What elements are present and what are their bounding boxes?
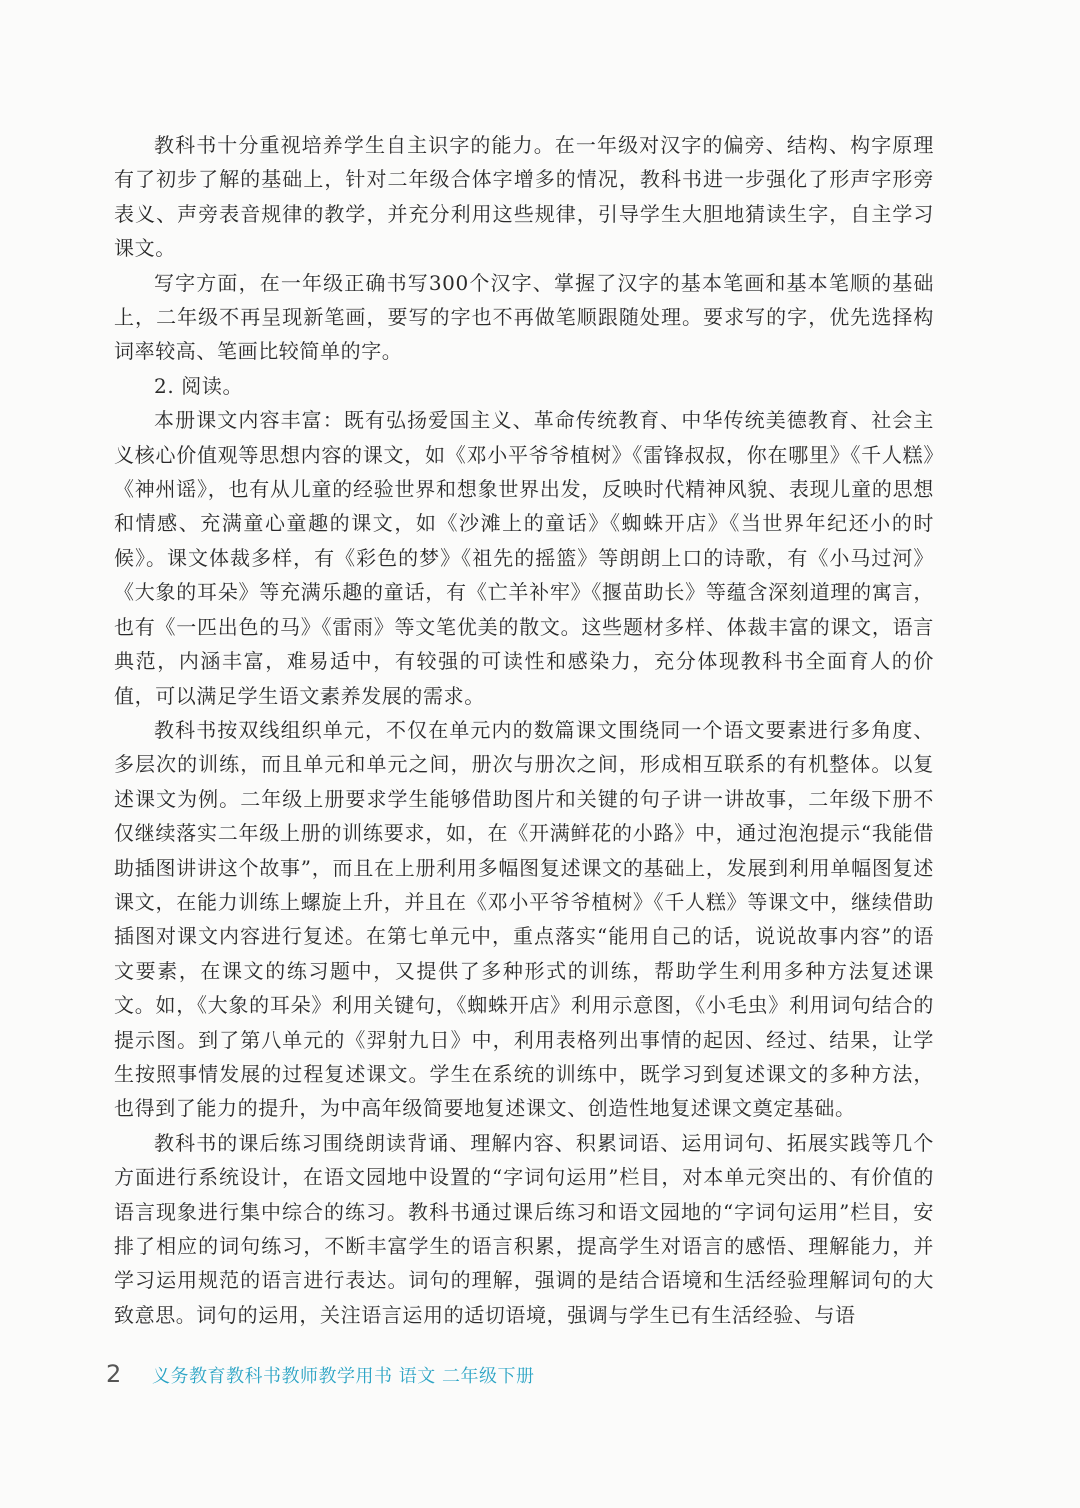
- paragraph-texts-content: 本册课文内容丰富：既有弘扬爱国主义、革命传统教育、中华传统美德教育、社会主义核心价值观等思想内容的课文，如《邓小平爷爷植树》《雷锋叔叔，你在哪里》《千人糕》《神州谣》，也有从儿童的经验世界和想象世界出发，反映时代精神风貌、表现儿童的思想和情感、充满童心童趣的课文，如《沙滩上的童话》《蜘蛛开店》《当世界年纪还小的时候》。课文体裁多样，有《彩色的梦》《祖先的摇篮》等朗朗上口的诗歌，有《小马过河》《大象的耳朵》等充满乐趣的童话，有《亡羊补牢》《揠苗助长》等蕴含深刻道理的寓言，也有《一匹出色的马》《雷雨》等文笔优美的散文。这些题材多样、体裁丰富的课文，语言典范，内涵丰富，难易适中，有较强的可读性和感染力，充分体现教科书全面育人的价值，可以满足学生语文素养发展的需求。: [114, 408, 934, 708]
- section-heading-reading: 2. 阅读。: [154, 373, 244, 398]
- paragraph-dual-line-units: 教科书按双线组织单元，不仅在单元内的数篇课文围绕同一个语文要素进行多角度、多层次的训练，而且单元和单元之间，册次与册次之间，形成相互联系的有机整体。以复述课文为例。二年级上册要求学生能够借助图片和关键的句子讲一讲故事，二年级下册不仅继续落实二年级上册的训练要求，如，在《开满鲜花的小路》中，通过泡泡提示“我能借助插图讲讲这个故事”，而且在上册利用多幅图复述课文的基础上，发展到利用单幅图复述课文，在能力训练上螺旋上升，并且在《邓小平爷爷植树》《千人糕》等课文中，继续借助插图对课文内容进行复述。在第七单元中，重点落实“能用自己的话，说说故事内容”的语文要素，在课文的练习题中，又提供了多种形式的训练，帮助学生利用多种方法复述课文。如，《大象的耳朵》利用关键句，《蜘蛛开店》利用示意图，《小毛虫》利用词句结合的提示图。到了第八单元的《羿射九日》中，利用表格列出事情的起因、经过、结果，让学生按照事情发展的过程复述课文。学生在系统的训练中，既学习到复述课文的多种方法，也得到了能力的提升，为中高年级简要地复述课文、创造性地复述课文奠定基础。: [114, 717, 934, 1121]
- paragraph-exercises: 教科书的课后练习围绕朗读背诵、理解内容、积累词语、运用词句、拓展实践等几个方面进行系统设计，在语文园地中设置的“字词句运用”栏目，对本单元突出的、有价值的语言现象进行集中综合的练习。教科书通过课后练习和语文园地的“字词句运用”栏目，安排了相应的词句练习，不断丰富学生的语言积累，提高学生对语言的感悟、理解能力，并学习运用规范的语言进行表达。词句的理解，强调的是结合语境和生活经验理解词句的大致意思。词句的运用，关注语言运用的适切语境，强调与学生已有生活经验、与语: [114, 1130, 934, 1327]
- page-footer: [106, 1360, 534, 1390]
- paragraph-literacy: 教科书十分重视培养学生自主识字的能力。在一年级对汉字的偏旁、结构、构字原理有了初步了解的基础上，针对二年级合体字增多的情况，教科书进一步强化了形声字形旁表义、声旁表音规律的教学，并充分利用这些规律，引导学生大胆地猜读生字，自主学习课文。: [114, 133, 934, 261]
- paragraph-writing: 写字方面，在一年级正确书写300个汉字、掌握了汉字的基本笔画和基本笔顺的基础上，二年级不再呈现新笔画，要写的字也不再做笔顺跟随处理。要求写的字，优先选择构词率较高、笔画比较简单的字。: [114, 270, 934, 364]
- running-book-title: 义务教育教科书教师教学用书 语文 二年级下册: [152, 1366, 535, 1387]
- page-number: 2: [106, 1360, 122, 1388]
- body-text: [114, 128, 934, 1332]
